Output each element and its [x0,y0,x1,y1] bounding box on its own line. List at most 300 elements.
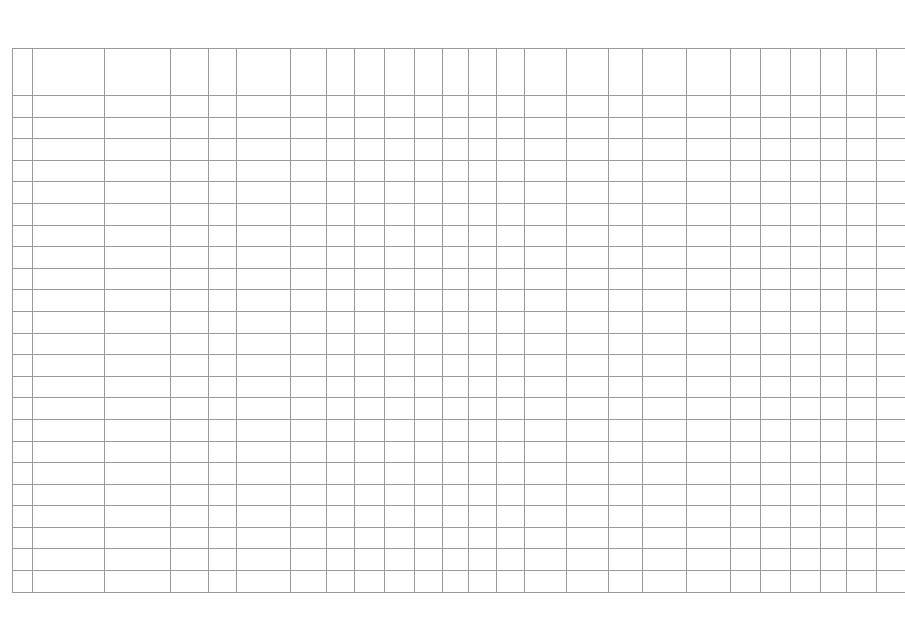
table-cell [567,506,609,528]
table-cell [33,419,105,441]
table-cell [415,355,443,377]
table-cell [567,182,609,204]
table-cell [171,225,209,247]
table-cell [171,203,209,225]
table-cell [731,571,761,593]
table-cell [497,96,525,118]
table-cell [761,527,791,549]
table-cell [847,225,877,247]
table-cell [33,484,105,506]
table-cell [525,549,567,571]
table-cell [469,117,497,139]
column-header [469,49,497,96]
table-cell [327,268,355,290]
table-cell [847,290,877,312]
table-cell [821,311,847,333]
table-cell [415,290,443,312]
table-cell [443,463,469,485]
table-cell [609,527,643,549]
table-cell [567,441,609,463]
table-cell [415,527,443,549]
table-cell [291,506,327,528]
table-cell [821,355,847,377]
column-header [355,49,385,96]
table-cell [847,506,877,528]
table-cell [761,182,791,204]
table-cell [497,398,525,420]
table-cell [171,549,209,571]
table-cell [105,355,171,377]
table-cell [761,225,791,247]
table-cell [791,355,821,377]
table-cell [291,333,327,355]
table-cell [33,355,105,377]
table-cell [355,441,385,463]
table-cell [847,441,877,463]
table-cell [385,419,415,441]
table-cell [761,203,791,225]
table-cell [415,484,443,506]
table-cell [731,463,761,485]
table-cell [821,527,847,549]
table-cell [327,333,355,355]
table-cell [443,311,469,333]
table-cell [791,311,821,333]
table-cell [791,160,821,182]
table-cell [415,139,443,161]
table-cell [327,203,355,225]
table-cell [791,463,821,485]
table-cell [237,333,291,355]
table-cell [33,376,105,398]
table-cell [237,225,291,247]
table-cell [567,225,609,247]
table-cell [469,182,497,204]
table-cell [443,139,469,161]
table-cell [497,117,525,139]
column-header [687,49,731,96]
table-cell [497,160,525,182]
table-cell [237,527,291,549]
table-row [13,96,905,118]
table-cell [791,484,821,506]
table-cell [33,247,105,269]
table-cell [415,571,443,593]
table-cell [791,571,821,593]
table-cell [821,463,847,485]
table-cell [643,311,687,333]
table-cell [821,506,847,528]
table-cell [291,160,327,182]
table-cell [385,398,415,420]
table-cell [13,182,33,204]
table-cell [567,398,609,420]
table-cell [821,419,847,441]
table-cell [355,333,385,355]
table-cell [609,571,643,593]
table-cell [847,355,877,377]
table-cell [791,441,821,463]
table-cell [567,527,609,549]
table-cell [171,571,209,593]
table-cell [643,117,687,139]
table-cell [731,419,761,441]
table-cell [443,225,469,247]
table-cell [237,419,291,441]
column-header [443,49,469,96]
table-cell [525,290,567,312]
table-cell [643,398,687,420]
table-cell [443,376,469,398]
table-cell [643,203,687,225]
table-cell [327,419,355,441]
table-cell [469,376,497,398]
table-cell [237,355,291,377]
table-cell [609,160,643,182]
table-cell [609,419,643,441]
table-cell [327,398,355,420]
table-cell [643,139,687,161]
table-cell [209,527,237,549]
table-row [13,268,905,290]
table-cell [13,268,33,290]
table-cell [327,117,355,139]
table-cell [525,160,567,182]
table-cell [877,139,905,161]
table-cell [877,571,905,593]
table-cell [33,549,105,571]
table-cell [33,333,105,355]
table-cell [877,527,905,549]
table-cell [525,571,567,593]
table-cell [609,506,643,528]
table-cell [327,160,355,182]
table-cell [355,96,385,118]
table-cell [821,96,847,118]
table-cell [731,160,761,182]
table-cell [291,311,327,333]
table-cell [237,160,291,182]
table-cell [171,268,209,290]
table-cell [567,376,609,398]
table-cell [847,247,877,269]
table-cell [415,376,443,398]
table-cell [13,311,33,333]
table-cell [497,268,525,290]
table-cell [443,398,469,420]
table-cell [791,376,821,398]
table-cell [209,96,237,118]
table-cell [609,463,643,485]
table-cell [497,549,525,571]
table-cell [609,290,643,312]
table-cell [643,268,687,290]
table-cell [209,333,237,355]
table-cell [105,419,171,441]
table-cell [385,96,415,118]
table-cell [643,419,687,441]
table-cell [609,441,643,463]
table-cell [105,139,171,161]
table-cell [415,182,443,204]
table-cell [761,484,791,506]
table-cell [877,290,905,312]
table-cell [497,484,525,506]
table-cell [415,398,443,420]
table-cell [13,527,33,549]
table-cell [209,311,237,333]
table-cell [13,463,33,485]
table-cell [687,549,731,571]
table-cell [415,96,443,118]
table-cell [415,311,443,333]
table-cell [687,463,731,485]
table-cell [821,290,847,312]
table-cell [643,355,687,377]
table-cell [761,333,791,355]
table-cell [847,117,877,139]
table-cell [469,290,497,312]
table-cell [847,160,877,182]
table-cell [609,484,643,506]
column-header [525,49,567,96]
table-cell [355,527,385,549]
table-cell [291,549,327,571]
table-cell [731,311,761,333]
table-cell [731,398,761,420]
table-cell [821,247,847,269]
table-cell [105,117,171,139]
table-cell [13,203,33,225]
table-cell [327,139,355,161]
table-cell [33,268,105,290]
table-cell [821,333,847,355]
table-cell [497,290,525,312]
table-cell [13,96,33,118]
table-cell [355,268,385,290]
column-header [847,49,877,96]
table-cell [791,182,821,204]
table-cell [609,268,643,290]
table-cell [791,268,821,290]
table-cell [643,506,687,528]
table-cell [687,419,731,441]
table-cell [761,117,791,139]
table-cell [33,311,105,333]
table-cell [385,463,415,485]
table-cell [877,247,905,269]
table-cell [33,203,105,225]
table-cell [469,203,497,225]
table-row [13,527,905,549]
column-header [731,49,761,96]
table-cell [525,463,567,485]
table-cell [13,333,33,355]
table-cell [791,506,821,528]
table-cell [731,225,761,247]
table-cell [821,117,847,139]
table-cell [443,506,469,528]
table-cell [385,355,415,377]
table-cell [33,139,105,161]
table-cell [355,463,385,485]
table-cell [687,225,731,247]
table-cell [327,290,355,312]
table-cell [209,247,237,269]
table-cell [847,527,877,549]
table-cell [33,290,105,312]
table-cell [761,419,791,441]
table-cell [105,549,171,571]
table-cell [105,333,171,355]
table-cell [209,290,237,312]
table-cell [687,355,731,377]
table-cell [731,484,761,506]
table-cell [791,117,821,139]
table-cell [385,182,415,204]
table-cell [687,311,731,333]
table-cell [609,549,643,571]
table-cell [821,549,847,571]
table-cell [847,139,877,161]
table-cell [105,463,171,485]
table-cell [33,182,105,204]
table-cell [415,549,443,571]
table-cell [237,268,291,290]
table-row [13,571,905,593]
table-cell [497,527,525,549]
table-cell [525,117,567,139]
table-cell [609,398,643,420]
table-cell [761,506,791,528]
table-cell [385,117,415,139]
table-cell [237,96,291,118]
table-cell [469,333,497,355]
table-cell [497,247,525,269]
table-cell [877,203,905,225]
table-cell [443,182,469,204]
table-cell [171,527,209,549]
table-cell [327,225,355,247]
table-cell [415,247,443,269]
table-cell [877,376,905,398]
table-cell [731,247,761,269]
table-cell [469,160,497,182]
table-cell [209,225,237,247]
table-cell [13,290,33,312]
column-header [643,49,687,96]
table-cell [171,139,209,161]
table-cell [171,96,209,118]
table-cell [171,247,209,269]
table-cell [687,441,731,463]
table-cell [761,160,791,182]
table-row [13,419,905,441]
table-cell [443,333,469,355]
table-cell [877,398,905,420]
table-cell [791,398,821,420]
table-row [13,441,905,463]
table-cell [877,463,905,485]
table-cell [567,203,609,225]
table-cell [687,506,731,528]
table-cell [443,419,469,441]
table-cell [443,549,469,571]
table-cell [291,441,327,463]
table-cell [687,139,731,161]
table-cell [643,463,687,485]
table-cell [877,268,905,290]
table-cell [385,311,415,333]
table-cell [209,268,237,290]
column-header [497,49,525,96]
table-cell [731,182,761,204]
table-cell [209,484,237,506]
table-cell [609,139,643,161]
table-cell [355,311,385,333]
table-cell [731,506,761,528]
table-row [13,139,905,161]
table-cell [291,182,327,204]
table-cell [209,117,237,139]
table-row [13,225,905,247]
table-row [13,549,905,571]
table-cell [105,571,171,593]
column-header [415,49,443,96]
table-cell [687,160,731,182]
table-cell [525,333,567,355]
table-cell [761,549,791,571]
table-cell [13,225,33,247]
table-cell [171,355,209,377]
table-cell [847,203,877,225]
table-cell [105,225,171,247]
table-cell [687,182,731,204]
table-cell [791,527,821,549]
table-cell [761,96,791,118]
table-cell [731,268,761,290]
table-cell [209,182,237,204]
table-cell [643,247,687,269]
column-header [821,49,847,96]
table-cell [687,203,731,225]
table-cell [567,247,609,269]
table-cell [643,182,687,204]
table-cell [469,506,497,528]
table-cell [105,290,171,312]
table-cell [687,571,731,593]
table-cell [13,117,33,139]
table-cell [355,419,385,441]
table-cell [385,225,415,247]
table-cell [291,463,327,485]
table-cell [567,290,609,312]
table-cell [469,398,497,420]
table-cell [355,398,385,420]
table-cell [237,139,291,161]
table-cell [105,311,171,333]
table-cell [355,376,385,398]
table-cell [327,441,355,463]
table-cell [237,506,291,528]
table-cell [469,139,497,161]
table-cell [415,225,443,247]
column-header [877,49,905,96]
table-cell [731,441,761,463]
table-cell [355,484,385,506]
table-cell [209,419,237,441]
table-cell [567,484,609,506]
